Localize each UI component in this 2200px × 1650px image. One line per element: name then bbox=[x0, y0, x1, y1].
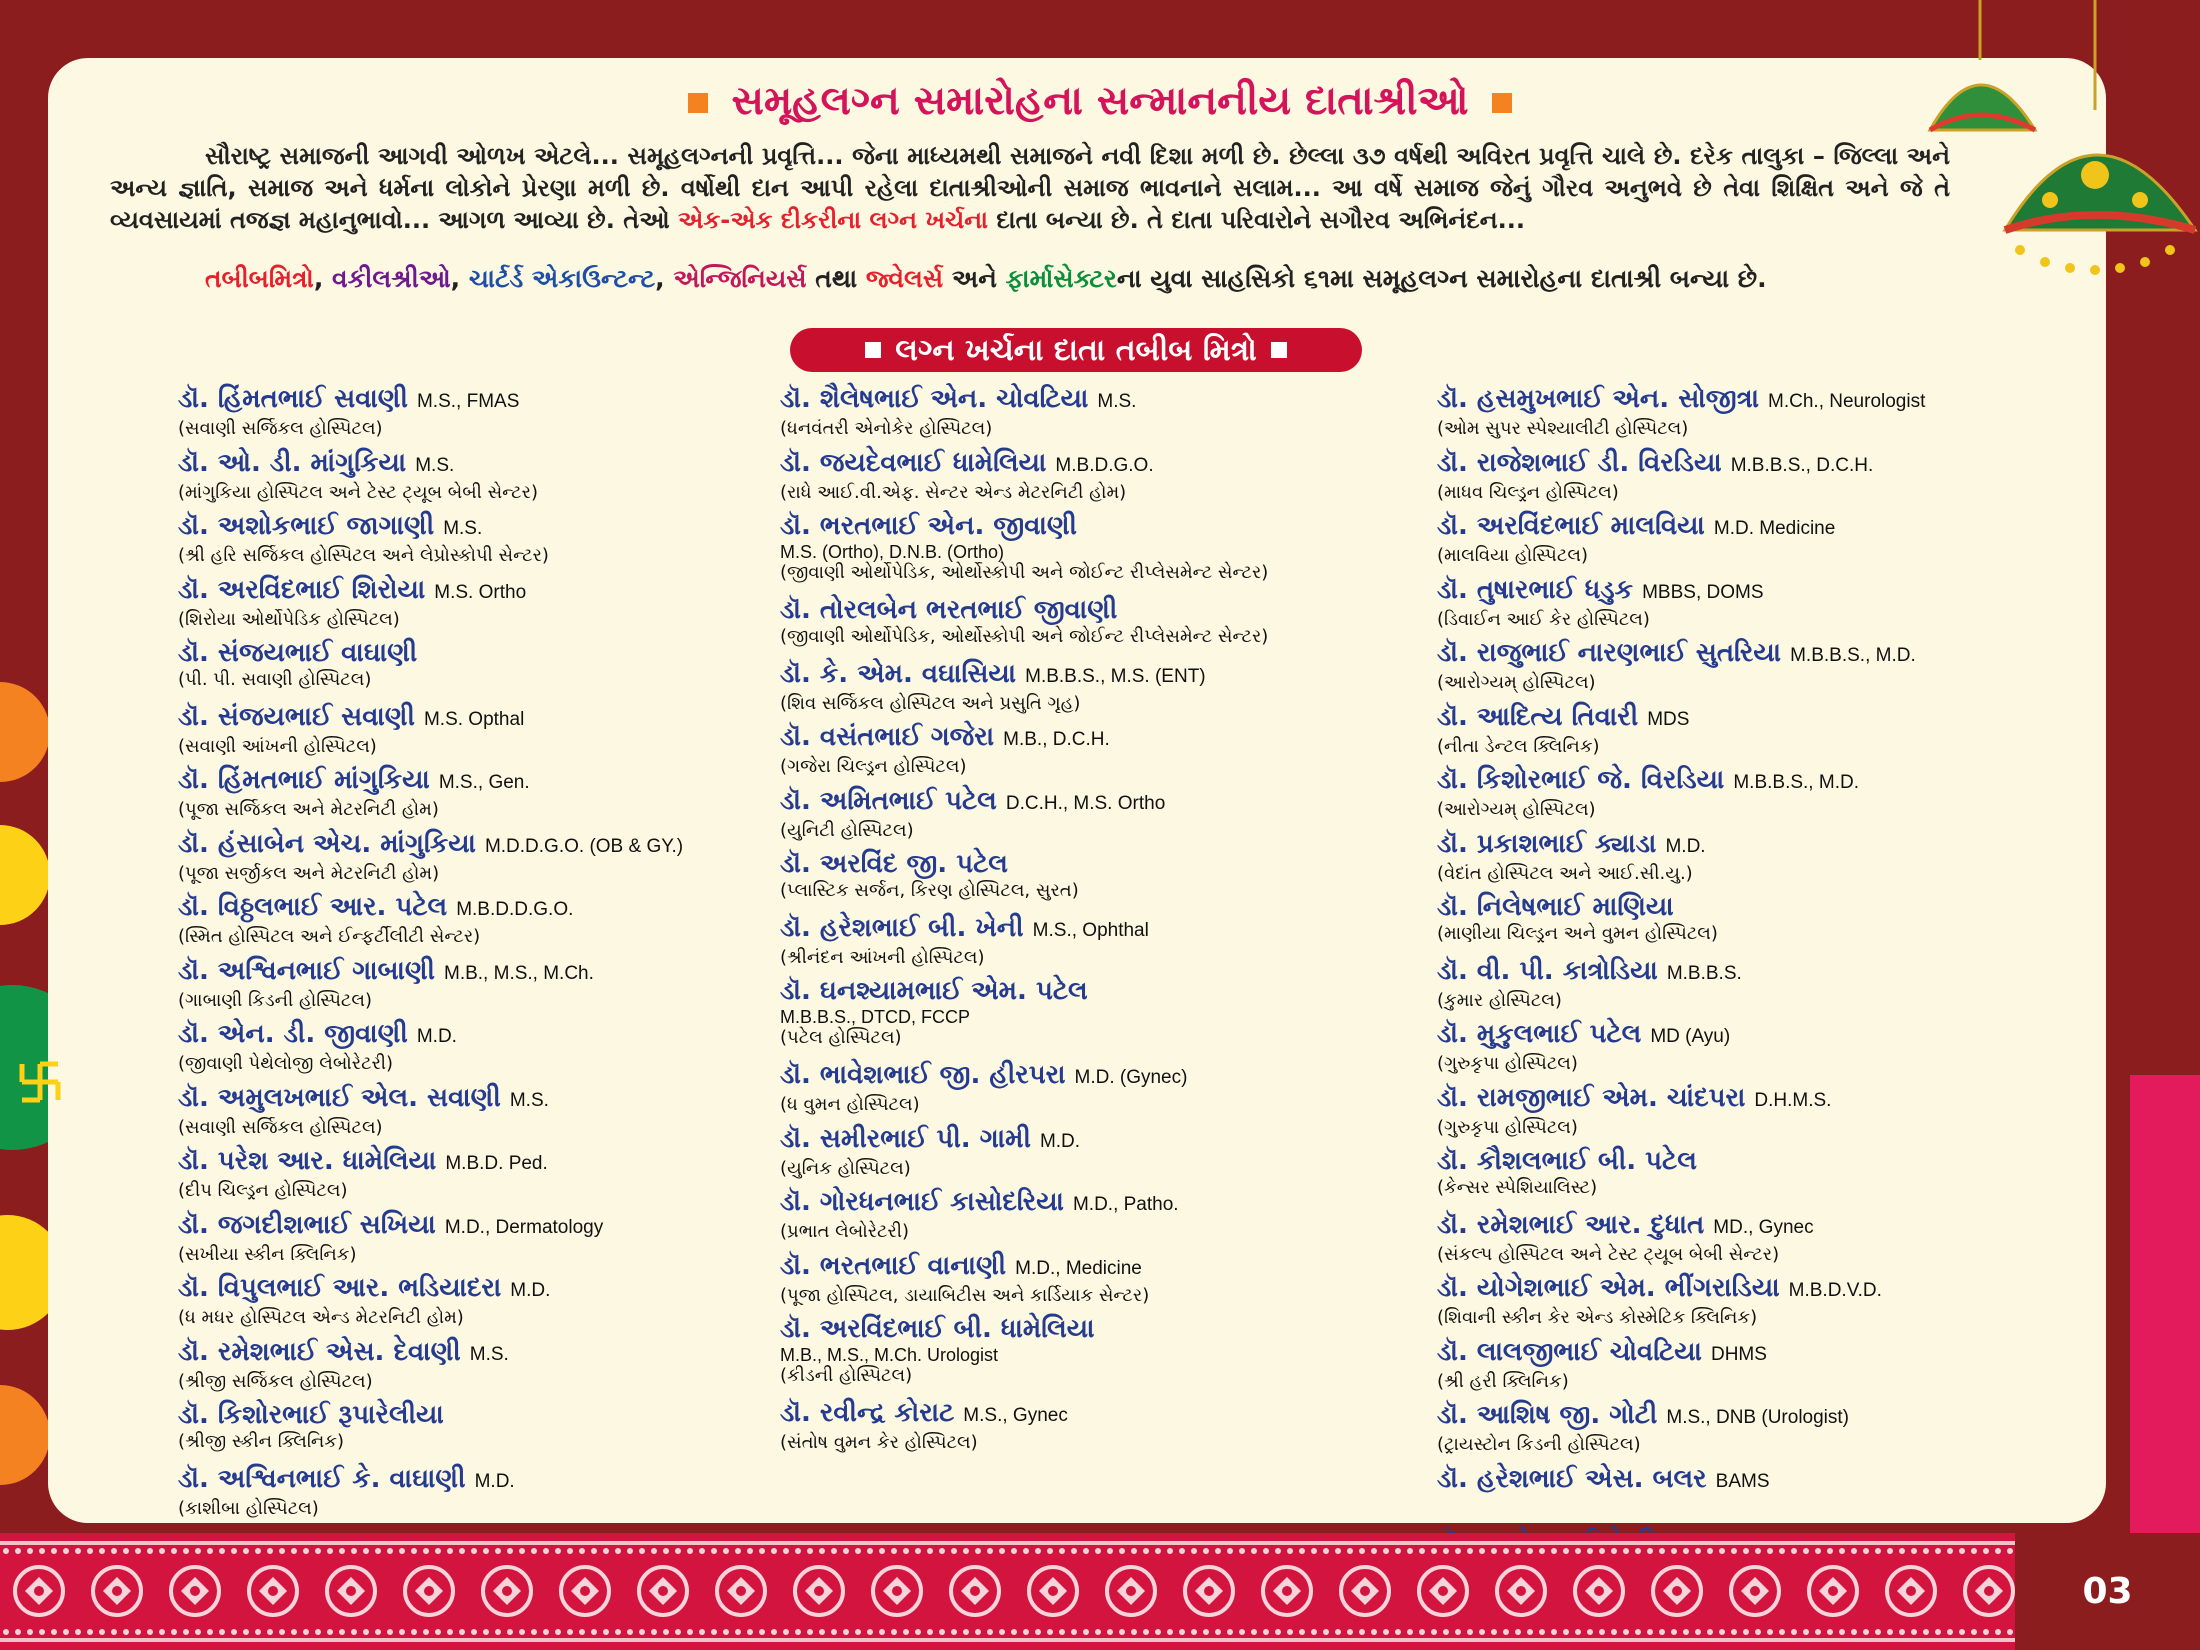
donor-entry bbox=[178, 574, 683, 638]
intro-text: સૌરાષ્ટ્ર સમાજની આગવી ઓળખ એટલે... સમૂહલગ્નની પ્રવૃત્તિ... જેના માધ્યમથી સમાજને નવી દિશા મળી છે. છેલ્લા ૩૭ વર્ષથી અવિરત પ્રવૃત્તિ ચાલે છે. દરેક તાલુકા – જિલ્લા અને અન્ય જ્ઞાતિ, સમાજ અને ધર્મના લોકોને પ્રેરણા મળી છે. વર્ષોથી દાન આપી રહેલા દાતાશ્રીઓની સમાજ ભાવનાને સલામ... આ વર્ષે સમાજ જેનું ગૌરવ અનુભવે છે તેવા શિક્ષિત અને જે તે વ્યવસાયમાં તજજ્ઞ મહાનુભાવો... આગળ આવ્યા છે. તેઓ bbox=[110, 142, 1950, 234]
donor-entry bbox=[780, 447, 1268, 511]
donor-degree: M.B.D. Ped. bbox=[445, 1153, 548, 1174]
donor-degree: M.S., Gynec bbox=[963, 1405, 1068, 1426]
donor-name bbox=[178, 1082, 683, 1117]
donor-entry bbox=[178, 1463, 683, 1527]
donor-name bbox=[1437, 891, 1925, 923]
donor-name bbox=[1437, 510, 1925, 545]
donor-hospital: (સખીયા સ્કીન ક્લિનિક) bbox=[178, 1243, 357, 1265]
donor-name-text: ડૉ. વિઠ્ઠલભાઈ આર. પટેલ bbox=[178, 892, 448, 922]
donor-entry bbox=[178, 1209, 683, 1273]
donor-name bbox=[1437, 574, 1925, 609]
donor-name-text: ડૉ. શૈલેષભાઈ એન. ચોવટિયા bbox=[780, 384, 1089, 414]
donor-degree: M.S., Gen. bbox=[438, 772, 530, 793]
donor-degree: M.D. bbox=[1665, 835, 1706, 857]
donor-entry bbox=[178, 764, 683, 828]
page-number bbox=[2015, 1533, 2200, 1650]
donor-entry bbox=[178, 1018, 683, 1082]
donor-name-text: ડૉ. અરવિંદભાઈ માલવિયા bbox=[1437, 511, 1705, 541]
donor-entry bbox=[1437, 1399, 1925, 1463]
donor-name bbox=[178, 828, 683, 863]
donor-hospital: (ધ મધર હોસ્પિટલ એન્ડ મેટરનિટી હોમ) bbox=[178, 1307, 464, 1328]
donor-name bbox=[178, 1272, 683, 1307]
donor-hospital: (શ્રીનંદન આંખની હોસ્પિટલ) bbox=[780, 946, 985, 968]
donor-name bbox=[780, 658, 1268, 693]
donor-name-text: ડૉ. તુષારભાઈ ધડુક bbox=[1437, 574, 1634, 605]
donor-name bbox=[780, 1059, 1268, 1094]
donor-degree: MDS bbox=[1647, 708, 1690, 730]
donor-hospital: (પ્રભાત લેબોરેટરી) bbox=[780, 1221, 909, 1242]
donor-degree-line: M.B., M.S., M.Ch. Urologist bbox=[780, 1345, 999, 1365]
donor-entry bbox=[178, 701, 683, 765]
donor-name bbox=[780, 721, 1268, 756]
donor-hospital: (સવાણી સર્જિકલ હોસ્પિટલ) bbox=[178, 418, 383, 439]
donor-degree: M.D., Patho. bbox=[1072, 1194, 1179, 1215]
donor-hospital: (સવાણી સર્જિકલ હોસ્પિટલ) bbox=[178, 1116, 383, 1138]
donor-degree: M.S. bbox=[509, 1089, 549, 1111]
donor-hospital: (વેદાંત હોસ્પિટલ અને આઈ.સી.યુ.) bbox=[1437, 862, 1693, 884]
donor-name bbox=[1437, 955, 1925, 990]
donor-entry bbox=[780, 658, 1268, 722]
donor-degree: M.B.D.D.G.O. bbox=[456, 899, 574, 920]
intro-highlight: એક-એક દીકરીના લગ્ન ખર્ચના bbox=[678, 206, 989, 234]
donor-entry bbox=[1437, 447, 1925, 511]
donor-name-text: ડૉ. હસમુખભાઈ એન. સોજીત્રા bbox=[1437, 384, 1759, 414]
donor-name bbox=[178, 1399, 683, 1431]
donor-entry bbox=[1437, 1209, 1925, 1273]
donor-name bbox=[178, 701, 683, 736]
donor-name bbox=[780, 447, 1268, 482]
donor-entry bbox=[780, 785, 1268, 849]
donor-name bbox=[178, 574, 683, 609]
donor-name bbox=[780, 1186, 1268, 1221]
decor-circle-orange-2 bbox=[0, 1385, 50, 1485]
donor-name bbox=[178, 510, 683, 545]
donor-entry bbox=[780, 1397, 1268, 1461]
donor-entry bbox=[178, 383, 683, 447]
donor-hospital: (ગુરુકૃપા હોસ્પિટલ) bbox=[1437, 1116, 1578, 1138]
donor-entry bbox=[1437, 891, 1925, 955]
donor-name bbox=[1437, 1082, 1925, 1117]
donor-entry bbox=[178, 510, 683, 574]
donor-name-text: ડૉ. અમિતભાઈ પટેલ bbox=[780, 785, 997, 816]
donor-name bbox=[1437, 1336, 1925, 1371]
donor-name-text: ડૉ. અમુલખભાઈ એલ. સવાણી bbox=[178, 1082, 501, 1113]
donor-degree: MD (Ayu) bbox=[1650, 1026, 1731, 1047]
donor-name bbox=[178, 383, 683, 418]
donor-name-text: ડૉ. સંજયભાઈ વાઘાણી bbox=[178, 638, 418, 668]
donor-entry bbox=[780, 1059, 1268, 1123]
donor-degree: M.D. bbox=[474, 1470, 515, 1492]
donor-degree: M.B.D.G.O. bbox=[1055, 454, 1154, 476]
donor-name bbox=[780, 912, 1268, 947]
donor-name-text: ડૉ. અશ્વિનભાઈ ગાબાણી bbox=[178, 955, 435, 986]
donor-column-1 bbox=[178, 383, 683, 1526]
donor-name bbox=[1437, 1272, 1925, 1307]
donor-name-text: ડૉ. રાજેશભાઈ ડી. વિરડિયા bbox=[1437, 447, 1722, 478]
donor-name-text: ડૉ. હંસાબેન એચ. માંગુકિયા bbox=[178, 828, 476, 859]
donor-hospital: (સવાણી આંખની હોસ્પિટલ) bbox=[178, 735, 377, 757]
donor-name bbox=[1437, 383, 1925, 418]
donor-hospital: (દીપ ચિલ્ડ્રન હોસ્પિટલ) bbox=[178, 1180, 348, 1201]
donor-hospital: (ટ્રાયસ્ટોન કિડની હોસ્પિટલ) bbox=[1437, 1434, 1641, 1455]
donor-entry bbox=[1437, 955, 1925, 1019]
donor-hospital: (શિવ સર્જિકલ હોસ્પિટલ અને પ્રસુતિ ગૃહ) bbox=[780, 692, 1081, 714]
professions-line bbox=[110, 262, 1950, 296]
donor-degree: M.S., FMAS bbox=[416, 391, 520, 412]
profession-lawyers: વકીલશ્રીઓ bbox=[332, 264, 451, 293]
donor-hospital: (કેન્સર સ્પેશિયાલિસ્ટ) bbox=[1437, 1177, 1598, 1198]
donor-name-text: ડૉ. આશિષ જી. ગોટી bbox=[1437, 1400, 1658, 1430]
donor-degree: M.S. bbox=[443, 518, 483, 539]
donor-name-text: ડૉ. અશોકભાઈ જાગાણી bbox=[178, 511, 435, 541]
donor-hospital: (શ્રીજી સ્કીન ક્લિનિક) bbox=[178, 1431, 345, 1452]
donor-hospital: (સંતોષ વુમન કેર હોસ્પિટલ) bbox=[780, 1432, 978, 1453]
donor-entry bbox=[780, 1123, 1268, 1187]
donor-entry bbox=[1437, 1272, 1925, 1336]
donor-name-text: ડૉ. અરવિંદભાઈ બી. ધામેલિયા bbox=[780, 1314, 1095, 1344]
decor-circle-orange-1 bbox=[0, 682, 50, 782]
donor-entry bbox=[1437, 1145, 1925, 1209]
profession-jewellers: જ્વેલર્સ bbox=[865, 264, 944, 293]
donor-name-text: ડૉ. પ્રકાશભાઈ ક્યાડા bbox=[1437, 828, 1657, 859]
donor-hospital: (શિવાની સ્કીન કેર એન્ડ કોસ્મેટિક ક્લિનિક) bbox=[1437, 1307, 1758, 1328]
donor-name bbox=[178, 764, 683, 799]
donor-name-text: ડૉ. રમેશભાઈ એસ. દેવાણી bbox=[178, 1336, 461, 1367]
donor-name bbox=[780, 510, 1268, 542]
border-pattern-icon bbox=[0, 1533, 2015, 1650]
umbrella-decoration-icon bbox=[1910, 0, 2200, 320]
title-bullet-left bbox=[688, 93, 708, 113]
profession-sep: , bbox=[450, 264, 469, 293]
donor-hospital: (કાશીબા હોસ્પિટલ) bbox=[178, 1497, 319, 1519]
donor-degree: MBBS, DOMS bbox=[1642, 581, 1764, 603]
donor-hospital: (આરોગ્યમ્ હોસ્પિટલ) bbox=[1437, 799, 1596, 820]
donor-hospital: (યુનિક હોસ્પિટલ) bbox=[780, 1157, 911, 1179]
donor-degree: M.D. bbox=[510, 1280, 551, 1301]
profession-sep: તથા bbox=[806, 264, 866, 293]
donor-name bbox=[780, 975, 1268, 1007]
banner-bullet-left bbox=[865, 342, 881, 358]
donor-entry bbox=[178, 1272, 683, 1336]
donor-entry bbox=[780, 1313, 1268, 1397]
donor-degree: M.D.D.G.O. (OB & GY.) bbox=[484, 835, 684, 857]
donor-degree: D.H.M.S. bbox=[1754, 1089, 1832, 1111]
donor-degree: M.S. bbox=[415, 454, 455, 476]
donor-hospital: (સંકલ્પ હોસ્પિટલ અને ટેસ્ટ ટ્યૂબ બેબી સેન્ટર) bbox=[1437, 1243, 1780, 1265]
donor-entry bbox=[178, 828, 683, 892]
donor-name-text: ડૉ. ઓ. ડી. માંગુકિયા bbox=[178, 447, 407, 478]
donor-name bbox=[178, 447, 683, 482]
donor-column-3 bbox=[1437, 383, 1925, 1590]
donor-hospital: (કુમાર હોસ્પિટલ) bbox=[1437, 989, 1562, 1011]
donor-name bbox=[780, 594, 1268, 626]
donor-name-text: ડૉ. રામજીભાઈ એમ. ચાંદપરા bbox=[1437, 1082, 1746, 1113]
donor-hospital: (શિરોયા ઓર્થોપેડિક હોસ્પિટલ) bbox=[178, 608, 400, 630]
donor-entry bbox=[780, 594, 1268, 658]
page-title bbox=[0, 78, 2200, 124]
donor-entry bbox=[1437, 1336, 1925, 1400]
donor-name-text: ડૉ. રમેશભાઈ આર. દુધાત bbox=[1437, 1209, 1705, 1240]
donor-entry bbox=[780, 1250, 1268, 1314]
donor-hospital: (ધનવંતરી એનોકેર હોસ્પિટલ) bbox=[780, 418, 993, 439]
donor-entry bbox=[1437, 383, 1925, 447]
donor-name bbox=[780, 1397, 1268, 1432]
professions-rest: ના યુવા સાહસિકો ૬૧મા સમૂહલગ્ન સમારોહના દાતાશ્રી બન્યા છે. bbox=[1116, 264, 1767, 293]
donor-degree: M.B.B.S., M.D. bbox=[1733, 772, 1859, 793]
donor-entry bbox=[780, 510, 1268, 594]
page-number-text: 03 bbox=[2082, 1571, 2133, 1612]
donor-degree: DHMS bbox=[1710, 1343, 1767, 1365]
donor-degree: MD., Gynec bbox=[1713, 1216, 1814, 1238]
donor-entry bbox=[1437, 1018, 1925, 1082]
donor-entry bbox=[1437, 1463, 1925, 1527]
donor-name bbox=[780, 1313, 1268, 1345]
donor-hospital: (કીડની હોસ્પિટલ) bbox=[780, 1365, 913, 1386]
donor-hospital: (પટેલ હોસ્પિટલ) bbox=[780, 1027, 902, 1048]
donor-name-text: ડૉ. ભાવેશભાઈ જી. હીરપરા bbox=[780, 1060, 1066, 1090]
donor-name-text: ડૉ. ભરતભાઈ એન. જીવાણી bbox=[780, 511, 1077, 541]
donor-name bbox=[178, 637, 683, 669]
donor-degree: M.Ch., Neurologist bbox=[1768, 391, 1926, 412]
donor-entry bbox=[780, 383, 1268, 447]
donor-entry bbox=[780, 1186, 1268, 1250]
donor-hospital: (પૂજા સર્જીકલ અને મેટરનિટી હોમ) bbox=[178, 862, 440, 884]
donor-name-text: ડૉ. મુકુલભાઈ પટેલ bbox=[1437, 1019, 1642, 1049]
donor-name bbox=[1437, 1463, 1925, 1498]
donor-entry bbox=[1437, 701, 1925, 765]
donor-entry bbox=[178, 1145, 683, 1209]
donor-name bbox=[1437, 764, 1925, 799]
profession-sep: , bbox=[655, 264, 674, 293]
profession-ca: ચાર્ટર્ડ એકાઉન્ટન્ટ bbox=[468, 264, 656, 293]
donor-degree: M.B., D.C.H. bbox=[1003, 729, 1110, 750]
donor-hospital: (ગુરુકૃપા હોસ્પિટલ) bbox=[1437, 1053, 1578, 1074]
profession-engineers: એન્જિનિયર્સ bbox=[673, 264, 807, 293]
donor-name bbox=[1437, 701, 1925, 736]
donor-name-text: ડૉ. કિશોરભાઈ જે. વિરડિયા bbox=[1437, 765, 1725, 795]
donor-entry bbox=[178, 955, 683, 1019]
donor-hospital: (ગાબાણી કિડની હોસ્પિટલ) bbox=[178, 989, 373, 1011]
donor-degree: M.S., Ophthal bbox=[1032, 919, 1149, 941]
donor-degree: M.S. Opthal bbox=[423, 708, 525, 730]
donor-hospital: (પી. પી. સવાણી હોસ્પિટલ) bbox=[178, 669, 372, 690]
donor-hospital: (શ્રી હરિ સર્જિકલ હોસ્પિટલ અને લેપ્રોસ્કોપી સેન્ટર) bbox=[178, 545, 549, 566]
donor-name bbox=[780, 785, 1268, 820]
donor-degree: M.B.B.S., M.S. (ENT) bbox=[1025, 665, 1206, 687]
donor-name-text: ડૉ. હરેશભાઈ એસ. બલર bbox=[1437, 1463, 1707, 1494]
donor-hospital: (નીતા ડેન્ટલ ક્લિનિક) bbox=[1437, 735, 1600, 757]
donor-entry bbox=[178, 637, 683, 701]
donor-degree: M.S. Ortho bbox=[434, 581, 527, 603]
donor-degree: M.D. (Gynec) bbox=[1074, 1067, 1188, 1088]
donor-hospital: (ઓમ સુપર સ્પેશ્યાલીટી હોસ્પિટલ) bbox=[1437, 418, 1689, 439]
donor-name bbox=[178, 955, 683, 990]
intro-paragraph bbox=[110, 140, 1950, 236]
donor-name-text: ડૉ. તોરલબેન ભરતભાઈ જીવાણી bbox=[780, 595, 1118, 625]
donor-degree: M.S. bbox=[469, 1343, 509, 1365]
banner-bullet-right bbox=[1271, 342, 1287, 358]
donor-name bbox=[1437, 828, 1925, 863]
donor-name-text: ડૉ. વી. પી. કાત્રોડિયા bbox=[1437, 955, 1658, 986]
donor-name bbox=[1437, 1399, 1925, 1434]
donor-hospital: (પ્લાસ્ટિક સર્જન, કિરણ હોસ્પિટલ, સુરત) bbox=[780, 880, 1079, 901]
donor-name-text: ડૉ. લાલજીભાઈ ચોવટિયા bbox=[1437, 1336, 1702, 1367]
donor-hospital: (પૂજા હોસ્પિટલ, ડાયાબિટીસ અને કાર્ડિયાક સેન્ટર) bbox=[780, 1284, 1150, 1306]
donor-name bbox=[178, 891, 683, 926]
donor-entry bbox=[1437, 764, 1925, 828]
donor-name-text: ડૉ. વિપુલભાઈ આર. ભડિયાદરા bbox=[178, 1273, 502, 1303]
donor-entry bbox=[1437, 510, 1925, 574]
section-banner bbox=[790, 328, 1362, 372]
donor-degree: M.D., Medicine bbox=[1015, 1257, 1142, 1279]
donor-entry bbox=[178, 1399, 683, 1463]
donor-name-text: ડૉ. સમીરભાઈ પી. ગામી bbox=[780, 1123, 1031, 1154]
donor-name-text: ડૉ. એન. ડી. જીવાણી bbox=[178, 1019, 408, 1049]
donor-name-text: ડૉ. કિશોરભાઈ રૂપારેલીયા bbox=[178, 1400, 444, 1430]
donor-hospital: (શ્રી હરી ક્લિનિક) bbox=[1437, 1370, 1569, 1392]
donor-name-text: ડૉ. રવીન્દ્ર કોરાટ bbox=[780, 1398, 955, 1428]
donor-name bbox=[780, 1250, 1268, 1285]
donor-hospital: (જીવાણી ઓર્થોપેડિક, ઓર્થોસ્કોપી અને જોઈન્ટ રીપ્લેસમેન્ટ સેન્ટર) bbox=[780, 562, 1269, 583]
donor-name-text: ડૉ. યોગેશભાઈ એમ. ભીંગરાડિયા bbox=[1437, 1273, 1780, 1303]
donor-name-text: ડૉ. રાજુભાઈ નારણભાઈ સુતરિયા bbox=[1437, 638, 1782, 668]
donor-hospital: (ધ વુમન હોસ્પિટલ) bbox=[780, 1094, 920, 1115]
donor-hospital: (માણીયા ચિલ્ડ્રન અને વુમન હોસ્પિટલ) bbox=[1437, 923, 1718, 944]
donor-hospital: (જીવાણી ઓર્થોપેડિક, ઓર્થોસ્કોપી અને જોઈન્ટ રીપ્લેસમેન્ટ સેન્ટર) bbox=[780, 626, 1269, 647]
donor-name-text: ડૉ. કૌશલભાઈ બી. પટેલ bbox=[1437, 1146, 1697, 1176]
donor-name-text: ડૉ. કે. એમ. વઘાસિયા bbox=[780, 658, 1017, 689]
donor-name bbox=[780, 1123, 1268, 1158]
donor-degree-line: M.B.B.S., DTCD, FCCP bbox=[780, 1007, 971, 1027]
donor-degree: M.B., M.S., M.Ch. bbox=[444, 962, 594, 984]
decor-circle-yellow-1 bbox=[0, 825, 50, 925]
donor-hospital: (માંગુકિયા હોસ્પિટલ અને ટેસ્ટ ટ્યૂબ બેબી સેન્ટર) bbox=[178, 481, 538, 503]
donor-entry bbox=[178, 1336, 683, 1400]
donor-hospital: (શ્રીજી સર્જિકલ હોસ્પિટલ) bbox=[178, 1370, 373, 1392]
donor-degree: M.S., DNB (Urologist) bbox=[1666, 1407, 1850, 1428]
donor-name bbox=[178, 1018, 683, 1053]
donor-degree: BAMS bbox=[1715, 1470, 1770, 1492]
donor-degree: M.D., Dermatology bbox=[444, 1216, 604, 1238]
donor-name-text: ડૉ. જગદીશભાઈ સખિયા bbox=[178, 1209, 436, 1240]
donor-name-text: ડૉ. અરવિંદ જી. પટેલ bbox=[780, 849, 1008, 879]
donor-name-text: ડૉ. હિંમતભાઈ માંગુકિયા bbox=[178, 765, 430, 795]
donor-entry bbox=[1437, 574, 1925, 638]
donor-name-text: ડૉ. ઘનશ્યામભાઈ એમ. પટેલ bbox=[780, 976, 1088, 1006]
donor-entry bbox=[178, 447, 683, 511]
donor-name bbox=[780, 383, 1268, 418]
profession-doctors: તબીબમિત્રો bbox=[205, 264, 314, 293]
donor-name-text: ડૉ. ભરતભાઈ વાનાણી bbox=[780, 1250, 1007, 1281]
swastik-icon bbox=[18, 1060, 62, 1104]
donor-entry bbox=[1437, 828, 1925, 892]
profession-pharma: ફાર્માસેક્ટર bbox=[1005, 264, 1117, 293]
donor-entry bbox=[178, 891, 683, 955]
donor-name bbox=[178, 1145, 683, 1180]
donor-entry bbox=[1437, 637, 1925, 701]
donor-name-text: ડૉ. નિલેષભાઈ માણિયા bbox=[1437, 892, 1674, 922]
donor-name bbox=[780, 848, 1268, 880]
donor-degree: M.B.B.S. bbox=[1666, 962, 1742, 984]
donor-hospital: (પૂજા સર્જિકલ અને મેટરનિટી હોમ) bbox=[178, 799, 439, 820]
donor-name-text: ડૉ. જયદેવભાઈ ધામેલિયા bbox=[780, 447, 1047, 478]
donor-hospital: (ડિવાઈન આઈ કેર હોસ્પિટલ) bbox=[1437, 608, 1650, 630]
donor-hospital: (યુનિટી હોસ્પિટલ) bbox=[780, 819, 914, 841]
donor-hospital: (જીવાણી પેથેલોજી લેબોરેટરી) bbox=[178, 1053, 394, 1074]
donor-degree: M.B.D.V.D. bbox=[1788, 1280, 1882, 1301]
donor-entry bbox=[780, 975, 1268, 1059]
profession-sep: , bbox=[313, 264, 333, 293]
donor-name-text: ડૉ. સંજયભાઈ સવાણી bbox=[178, 701, 415, 732]
donor-entry bbox=[178, 1082, 683, 1146]
donor-degree: M.B.B.S., D.C.H. bbox=[1730, 454, 1874, 476]
donor-name-text: ડૉ. હરેશભાઈ બી. ખેની bbox=[780, 912, 1024, 943]
donor-entry bbox=[780, 912, 1268, 976]
donor-name-text: ડૉ. અરવિંદભાઈ શિરોયા bbox=[178, 574, 426, 605]
donor-degree: M.B.B.S., M.D. bbox=[1790, 645, 1916, 666]
donor-degree: M.D. Medicine bbox=[1713, 518, 1836, 539]
donor-name bbox=[1437, 637, 1925, 672]
profession-sep: અને bbox=[943, 264, 1006, 293]
donor-name-text: ડૉ. અશ્વિનભાઈ કે. વાઘાણી bbox=[178, 1463, 466, 1494]
donor-entry bbox=[1437, 1082, 1925, 1146]
donor-degree: M.D. bbox=[416, 1026, 457, 1047]
donor-name bbox=[178, 1209, 683, 1244]
page-title-text: સમૂહલગ્ન સમારોહના સન્માનનીય દાતાશ્રીઓ bbox=[731, 78, 1469, 124]
donor-name-text: ડૉ. હિંમતભાઈ સવાણી bbox=[178, 384, 408, 414]
donor-name bbox=[1437, 1018, 1925, 1053]
donor-hospital: (આરોગ્યમ્ હોસ્પિટલ) bbox=[1437, 672, 1596, 693]
donor-degree: M.S. bbox=[1097, 391, 1137, 412]
donor-hospital: (રાધે આઈ.વી.એફ. સેન્ટર એન્ડ મેટરનિટી હોમ) bbox=[780, 481, 1127, 503]
donor-entry bbox=[780, 721, 1268, 785]
donor-entry bbox=[780, 848, 1268, 912]
donor-name bbox=[1437, 1209, 1925, 1244]
intro-text-end: દાતા બન્યા છે. તે દાતા પરિવારોને સગૌરવ અભિનંદન... bbox=[996, 206, 1525, 234]
decorative-border bbox=[0, 1533, 2015, 1650]
donor-name bbox=[178, 1336, 683, 1371]
donor-name-text: ડૉ. ગોરધનભાઈ કાસોદરિયા bbox=[780, 1187, 1064, 1217]
banner-label: લગ્ન ખર્ચના દાતા તબીબ મિત્રો bbox=[895, 332, 1257, 368]
donor-hospital: (માલવિયા હોસ્પિટલ) bbox=[1437, 545, 1588, 566]
donor-degree-line: M.S. (Ortho), D.N.B. (Ortho) bbox=[780, 542, 1005, 562]
donor-name-text: ડૉ. આદિત્ય તિવારી bbox=[1437, 701, 1639, 732]
donor-name bbox=[1437, 447, 1925, 482]
donor-hospital: (માધવ ચિલ્ડ્રન હોસ્પિટલ) bbox=[1437, 481, 1619, 503]
donor-name-text: ડૉ. વસંતભાઈ ગજેરા bbox=[780, 722, 995, 752]
donor-degree: D.C.H., M.S. Ortho bbox=[1005, 792, 1166, 814]
donor-name-text: ડૉ. પરેશ આર. ધામેલિયા bbox=[178, 1146, 437, 1176]
donor-column-2 bbox=[780, 383, 1268, 1461]
donor-hospital: (ગજેરા ચિલ્ડ્રન હોસ્પિટલ) bbox=[780, 756, 967, 777]
donor-degree: M.D. bbox=[1039, 1130, 1081, 1152]
title-bullet-right bbox=[1492, 93, 1512, 113]
donor-hospital: (સ્મિત હોસ્પિટલ અને ઈન્ફર્ટીલીટી સેન્ટર) bbox=[178, 926, 481, 947]
donor-name bbox=[178, 1463, 683, 1498]
donor-name bbox=[1437, 1145, 1925, 1177]
